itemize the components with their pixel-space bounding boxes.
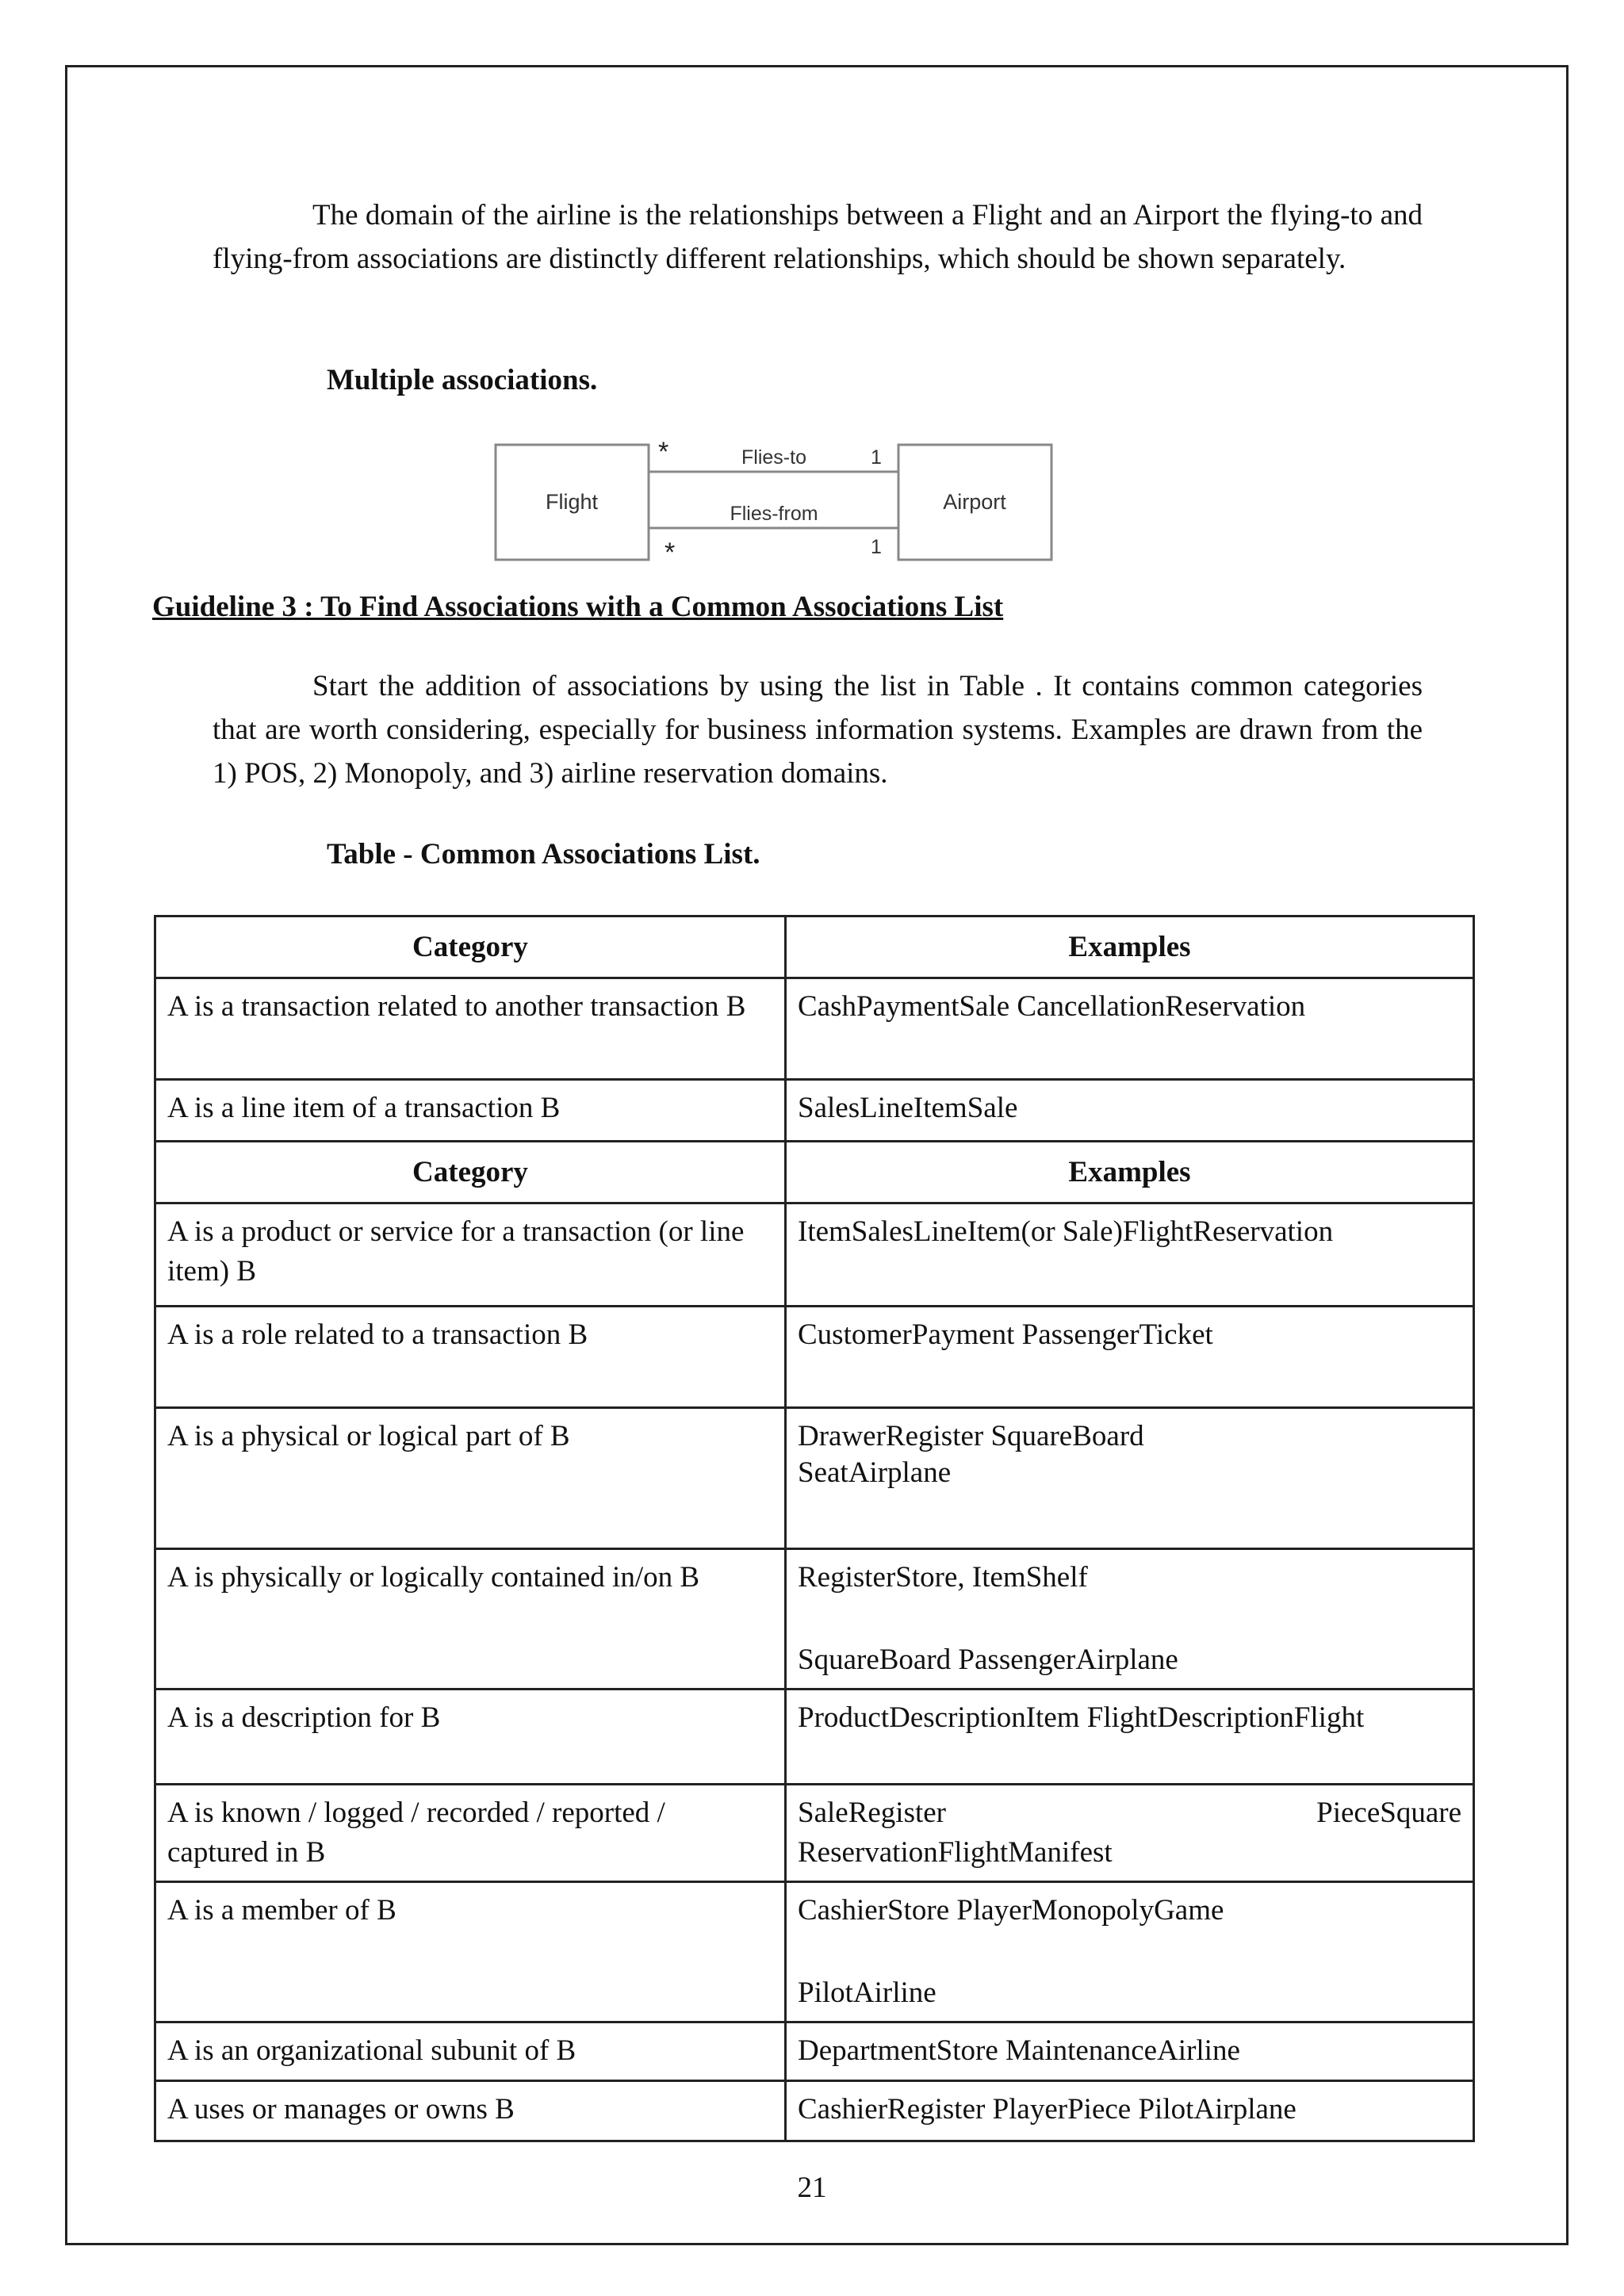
table-row [155,1408,1474,1549]
example-line: SeatAirplane [798,1456,952,1489]
table-header-row-repeat [155,1142,1474,1203]
table-row [155,1307,1474,1408]
table-row [155,2022,1474,2081]
multiplicity-right-top: 1 [871,446,882,469]
header-examples: Examples [786,1142,1474,1203]
example-line: SaleRegister PieceSquare [798,1797,1461,1829]
table-row [155,1689,1474,1785]
header-examples: Examples [786,916,1474,978]
multiplicity-left-bottom: * [665,538,676,568]
airport-class-label: Airport [943,490,1006,514]
body-paragraph: Start the addition of associations by using the list in Table . It contains common categories that are worth considering, especially for business information systems. Examples are drawn from the 1) POS, 2) Monopoly, and 3) airline reservation domains. [213,670,1423,790]
category-cell: A is a role related to a transaction B [155,1307,786,1408]
flies-to-label: Flies-to [741,446,806,469]
table-row [155,2081,1474,2141]
examples-cell: DepartmentStore MaintenanceAirline [786,2022,1474,2081]
table-header-row [155,916,1474,978]
multiplicity-right-bottom: 1 [871,536,882,558]
examples-cell [786,1549,1474,1689]
example-line: RegisterStore, ItemShelf [798,1561,1088,1594]
category-cell: A uses or manages or owns B [155,2081,786,2141]
category-cell: A is a transaction related to another transaction B [155,978,786,1080]
category-cell: A is a line item of a transaction B [155,1080,786,1142]
table-caption: Table - Common Associations List. [327,838,760,871]
flies-from-label: Flies-from [730,503,818,525]
examples-cell: CashPaymentSale CancellationReservation [786,978,1474,1080]
association-diagram [492,434,1063,569]
examples-cell: SalesLineItemSale [786,1080,1474,1142]
examples-cell: ProductDescriptionItem FlightDescriptionFlight [786,1689,1474,1785]
example-line: PilotAirline [798,1976,936,2009]
examples-cell [786,1408,1474,1549]
example-line: SquareBoard PassengerAirplane [798,1644,1178,1676]
examples-cell: CustomerPayment PassengerTicket [786,1307,1474,1408]
example-line: ReservationFlightManifest [798,1836,1113,1869]
header-category: Category [155,916,786,978]
section-heading: Multiple associations. [327,364,598,396]
category-cell: A is a physical or logical part of B [155,1408,786,1549]
example-line: CashierStore PlayerMonopolyGame [798,1894,1224,1927]
guideline-title: Guideline 3 : To Find Associations with a Common Associations List [152,591,1004,623]
category-cell: A is an organizational subunit of B [155,2022,786,2081]
associations-table [154,915,1475,2142]
examples-cell [786,1882,1474,2022]
category-cell: A is a product or service for a transaction (or line item) B [155,1203,786,1307]
examples-cell [786,1785,1474,1882]
examples-cell: ItemSalesLineItem(or Sale)FlightReservation [786,1203,1474,1307]
example-line: DrawerRegister SquareBoard [798,1420,1144,1452]
flight-class-label: Flight [545,490,599,514]
table-row [155,1882,1474,2022]
category-cell: A is a description for B [155,1689,786,1785]
page-number: 21 [797,2172,827,2204]
table-row [155,1080,1474,1142]
table-row [155,978,1474,1080]
examples-cell: CashierRegister PlayerPiece PilotAirplane [786,2081,1474,2141]
table-row [155,1785,1474,1882]
table-row [155,1203,1474,1307]
intro-paragraph: The domain of the airline is the relationships between a Flight and an Airport the flying-to and flying-from associations are distinctly different relationships, which should be shown separately. [213,199,1423,275]
category-cell: A is a member of B [155,1882,786,2022]
header-category: Category [155,1142,786,1203]
multiplicity-left-top: * [658,437,669,467]
category-cell: A is known / logged / recorded / reported / captured in B [155,1785,786,1882]
table-row [155,1549,1474,1689]
category-cell: A is physically or logically contained in/on B [155,1549,786,1689]
